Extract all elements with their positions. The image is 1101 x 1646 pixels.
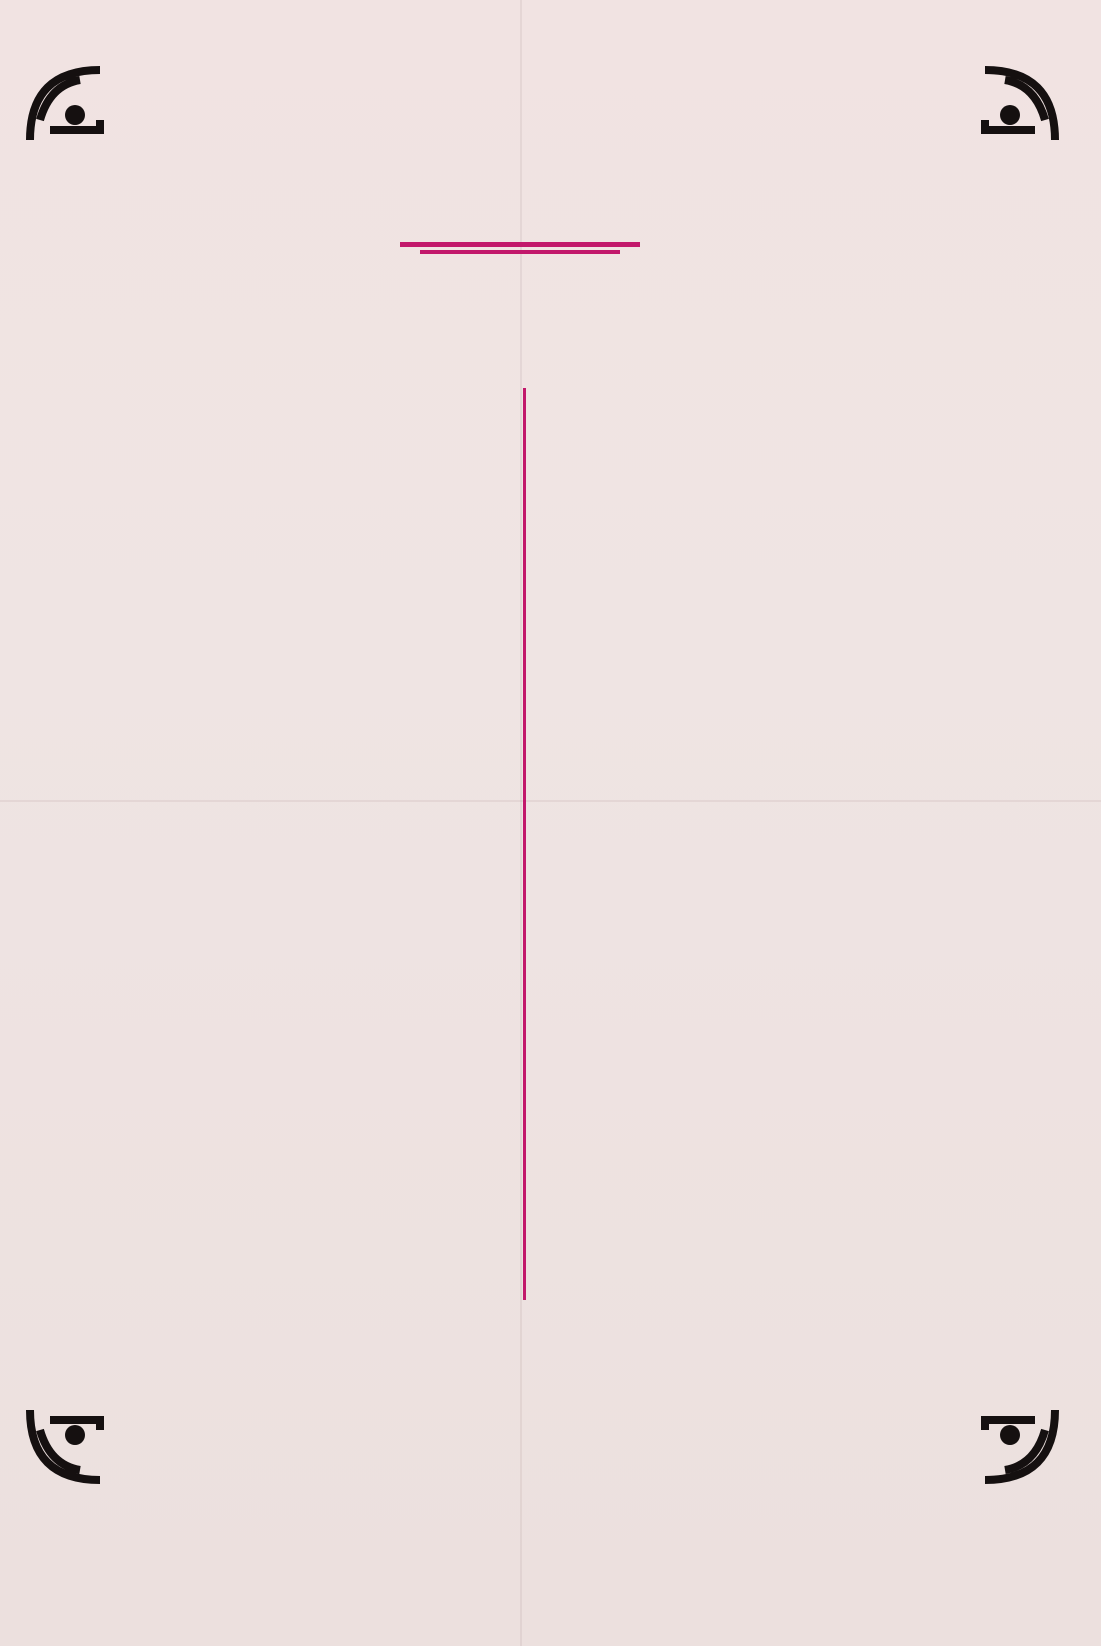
column-divider: [523, 388, 526, 1300]
ornamental-border-top: [100, 68, 980, 138]
corner-ornament-icon: [20, 60, 110, 150]
corner-ornament-icon: [975, 60, 1065, 150]
ornamental-border-left: [20, 140, 110, 1490]
frame-inner-rule: [92, 126, 972, 1478]
ornamental-border-right: [940, 140, 1030, 1490]
left-column: [143, 398, 513, 408]
right-column: [543, 395, 918, 421]
title-underline: [400, 240, 640, 256]
ornamental-border-bottom: [100, 1488, 980, 1558]
corner-ornament-icon: [20, 1400, 110, 1490]
corner-ornament-icon: [975, 1400, 1065, 1490]
